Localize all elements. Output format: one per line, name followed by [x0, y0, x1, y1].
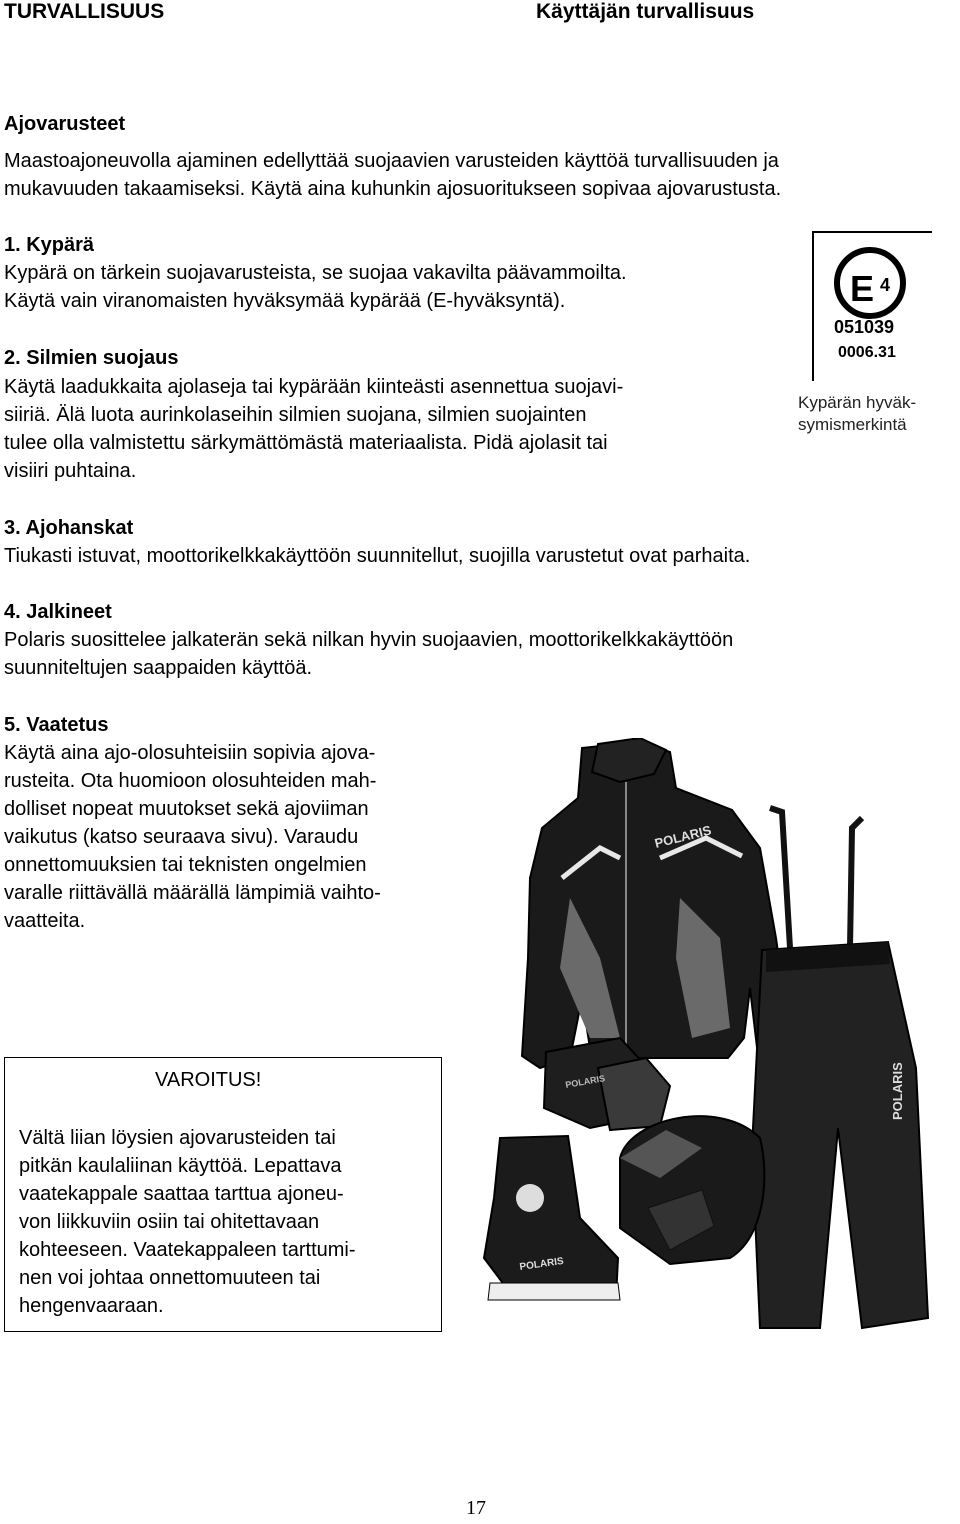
item-title-clothing: 5. Vaatetus: [4, 714, 109, 736]
warning-line: hengenvaaraan.: [19, 1295, 164, 1317]
item-line: suunniteltujen saappaiden käyttöä.: [4, 657, 313, 679]
header-page-topic: Käyttäjän turvallisuus: [536, 0, 755, 23]
item-line: Kypärä on tärkein suojavarusteista, se suojaa vakavilta päävammoilta.: [4, 262, 627, 284]
warning-box: [4, 1057, 442, 1332]
jacket-image: [522, 738, 790, 1068]
gear-photo: [470, 738, 950, 1338]
item-line: visiiri puhtaina.: [4, 460, 137, 482]
item-line: vaatteita.: [4, 910, 86, 932]
item-title-eye-protection: 2. Silmien suojaus: [4, 347, 179, 369]
warning-line: nen voi johtaa onnettomuuteen tai: [19, 1267, 321, 1289]
jacket-logo: POLARIS: [653, 822, 713, 851]
caption-line: symismerkintä: [798, 415, 907, 434]
approval-mark-graphic: [814, 233, 932, 381]
item-title-helmet: 1. Kypärä: [4, 234, 95, 256]
intro-line: Maastoajoneuvolla ajaminen edellyttää suojaavien varusteiden käyttöä turvallisuuden ja: [4, 150, 779, 172]
approval-mark-symbol: E: [850, 268, 875, 309]
boot-logo: POLARIS: [518, 1255, 565, 1273]
header-section-title: TURVALLISUUS: [4, 0, 165, 23]
item-line: Käytä vain viranomaisten hyväksymää kypärää (E-hyväksyntä).: [4, 290, 566, 312]
approval-mark-code: 0006.31: [838, 344, 896, 361]
intro-paragraph: [4, 147, 781, 203]
item-line: Käytä aina ajo-olosuhteisiin sopivia ajova-: [4, 742, 376, 764]
caption-line: Kypärän hyväk-: [798, 393, 917, 412]
item-line: rusteita. Ota huomioon olosuhteiden mah-: [4, 770, 377, 792]
item-body-eye-protection: [4, 373, 623, 485]
item-title-gloves: 3. Ajohanskat: [4, 517, 134, 539]
helmet-image: [620, 1116, 764, 1264]
item-body-helmet: [4, 259, 627, 315]
item-line: onnettomuuksien tai teknisten ongelmien: [4, 854, 367, 876]
item-line: dolliset nopeat muutokset sekä ajoviiman: [4, 798, 369, 820]
warning-text: [19, 1124, 356, 1320]
warning-line: Vältä liian löysien ajovarusteiden tai: [19, 1127, 336, 1149]
item-line: tulee olla valmistettu särkymättömästä materiaalista. Pidä ajolasit tai: [4, 432, 608, 454]
section-title: Ajovarusteet: [4, 113, 126, 135]
item-line: vaikutus (katso seuraava sivu). Varaudu: [4, 826, 359, 848]
item-line: Käytä laadukkaita ajolaseja tai kypärään kiinteästi asennettua suojavi-: [4, 376, 624, 398]
item-body-boots: [4, 626, 733, 682]
intro-line: mukavuuden takaamiseksi. Käytä aina kuhunkin ajosuoritukseen sopivaa ajovarustusta.: [4, 178, 782, 200]
warning-line: kohteeseen. Vaatekappaleen tarttumi-: [19, 1239, 356, 1261]
approval-mark-caption: [798, 392, 916, 436]
boot-image: [484, 1136, 620, 1300]
warning-line: vaatekappale saattaa tarttua ajoneu-: [19, 1183, 344, 1205]
warning-title: VAROITUS!: [155, 1069, 262, 1091]
item-title-boots: 4. Jalkineet: [4, 601, 112, 623]
item-line: siiriä. Älä luota aurinkolaseihin silmien suojana, silmien suojainten: [4, 404, 587, 426]
approval-mark-country: 4: [880, 275, 891, 295]
item-body-gloves: [4, 542, 750, 570]
item-line: Polaris suosittelee jalkaterän sekä nilkan hyvin suojaavien, moottorikelkkakäyttöön: [4, 629, 734, 651]
item-line: Tiukasti istuvat, moottorikelkkakäyttöön suunnitellut, suojilla varustetut ovat parhaita.: [4, 545, 751, 567]
item-body-clothing: [4, 739, 381, 935]
warning-line: pitkän kaulaliinan käyttöä. Lepattava: [19, 1155, 342, 1177]
item-line: varalle riittävällä määrällä lämpimiä vaihto-: [4, 882, 381, 904]
pants-image: [752, 808, 928, 1328]
riding-gear-illustration: [470, 738, 950, 1338]
helmet-approval-mark: [812, 231, 932, 381]
warning-line: von liikkuviin osiin tai ohitettavaan: [19, 1211, 320, 1233]
page-number: 17: [466, 1497, 486, 1519]
approval-mark-number: 051039: [834, 317, 895, 337]
glove-logo: POLARIS: [564, 1073, 606, 1090]
pants-logo: POLARIS: [890, 1062, 905, 1120]
